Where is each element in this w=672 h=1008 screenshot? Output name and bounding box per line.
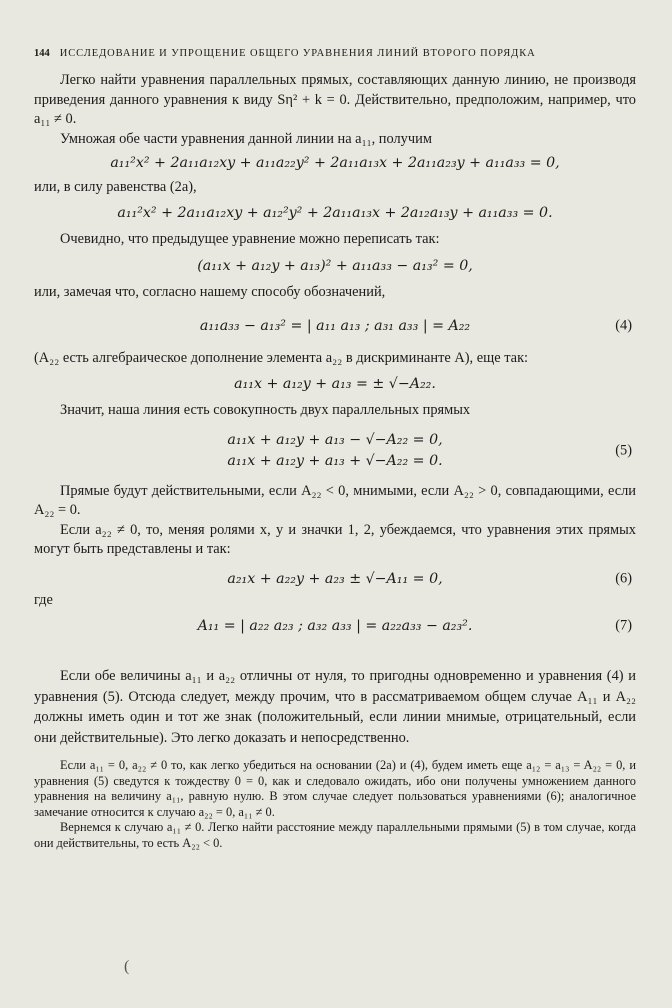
paragraph-11: Если обе величины a₁₁ и a₂₂ отличны от нуля, то пригодны одновременно и уравнения (4) и уравнения (5). Отсюда следует, между прочим, что в рассматриваемом общем случае A₁₁ и A₂₂ должны иметь один и тот же знак (положительный, если линии мнимые, отрицательный, если они действительные). Это легко доказать и непосредственно.: [34, 668, 636, 746]
equation-6-number: (5): [615, 442, 632, 458]
equation-6: [34, 430, 636, 472]
equation-8-body: A₁₁ = | a₂₂ a₂₃ ; a₃₂ a₃₃ | = a₂₂a₃₃ − a₂₃².: [197, 618, 473, 634]
running-header: [34, 48, 636, 59]
equation-7-number: (6): [615, 570, 632, 586]
paragraph-5: или, замечая что, согласно нашему способу обозначений,: [34, 284, 386, 300]
equation-8-number: (7): [615, 617, 632, 634]
paragraph-8: Прямые будут действительными, если A₂₂ < 0, мнимыми, если A₂₂ > 0, совпадающими, если A₂₂ = 0.: [34, 482, 636, 518]
paragraph-6: (A₂₂ есть алгебраическое дополнение элемента a₂₂ в дискриминанте A), еще так:: [34, 349, 529, 366]
equation-3: (a₁₁x + a₁₂y + a₁₃)² + a₁₁a₃₃ − a₁₃² = 0,: [197, 258, 473, 274]
paragraph-2: Умножая обе части уравнения данной линии на a₁₁, получим: [60, 130, 432, 147]
paragraph-9: Если a₂₂ ≠ 0, то, меняя ролями x, y и значки 1, 2, убеждаемся, что уравнения этих прямых могут быть представлены и так:: [34, 521, 636, 557]
small-print-section: [34, 758, 636, 852]
equation-7: [34, 571, 636, 587]
equation-4-number: (4): [615, 317, 632, 333]
paragraph-13: Вернемся к случаю a₁₁ ≠ 0. Легко найти расстояние между параллельными прямыми (5) в том случае, когда они действительны, то есть A₂₂ < 0.: [34, 820, 636, 850]
paragraph-10: где: [34, 591, 53, 608]
paragraph-12: Если a₁₁ = 0, a₂₂ ≠ 0 то, как легко убедиться на основании (2а) и (4), будем иметь еще a₁₂ = a₁₃ = A₂₂ = 0, и уравнения (5) сведутся к тождеству 0 = 0, как и следовало ожидать, ибо они получены умножением данного уравнения на величину a₁₁, равную нулю. В этом случае следует пользоваться уравнениями (6); аналогичное замечание относится к случаю a₂₂ = 0, a₁₁ ≠ 0.: [34, 758, 636, 819]
equation-6a: a₁₁x + a₁₂y + a₁₃ − √−A₂₂ = 0,: [227, 431, 443, 448]
equation-2: a₁₁²x² + 2a₁₁a₁₂xy + a₁₂²y² + 2a₁₁a₁₃x + 2a₁₂a₁₃y + a₁₁a₃₃ = 0.: [117, 204, 553, 221]
equation-4: [34, 312, 636, 340]
equation-8: [34, 612, 636, 640]
equation-1: a₁₁²x² + 2a₁₁a₁₂xy + a₁₁a₂₂y² + 2a₁₁a₁₃x + 2a₁₁a₂₃y + a₁₁a₃₃ = 0,: [110, 155, 560, 171]
paragraph-7: Значит, наша линия есть совокупность двух параллельных прямых: [60, 402, 471, 418]
page-mark: (: [124, 958, 130, 975]
paragraph-4: Очевидно, что предыдущее уравнение можно переписать так:: [60, 230, 440, 247]
equation-6b: a₁₁x + a₁₂y + a₁₃ + √−A₂₂ = 0.: [227, 452, 443, 469]
running-title: ИССЛЕДОВАНИЕ И УПРОЩЕНИЕ ОБЩЕГО УРАВНЕНИЯ ЛИНИЙ ВТОРОГО ПОРЯДКА: [59, 48, 536, 59]
page-number: 144: [34, 48, 50, 59]
paragraph-1: Легко найти уравнения параллельных прямых, составляющих данную линию, не производя приведения данного уравнения к виду Sη² + k = 0. Действительно, предположим, например, что a₁₁ ≠ 0.: [34, 72, 636, 127]
paragraph-3: или, в силу равенства (2а),: [34, 179, 197, 195]
equation-4-body: a₁₁a₃₃ − a₁₃² = | a₁₁ a₁₃ ; a₃₁ a₃₃ | = A₂₂: [199, 317, 471, 334]
equation-5: a₁₁x + a₁₂y + a₁₃ = ± √−A₂₂.: [234, 376, 436, 392]
equation-7-body: a₂₁x + a₂₂y + a₂₃ ± √−A₁₁ = 0,: [227, 570, 443, 587]
